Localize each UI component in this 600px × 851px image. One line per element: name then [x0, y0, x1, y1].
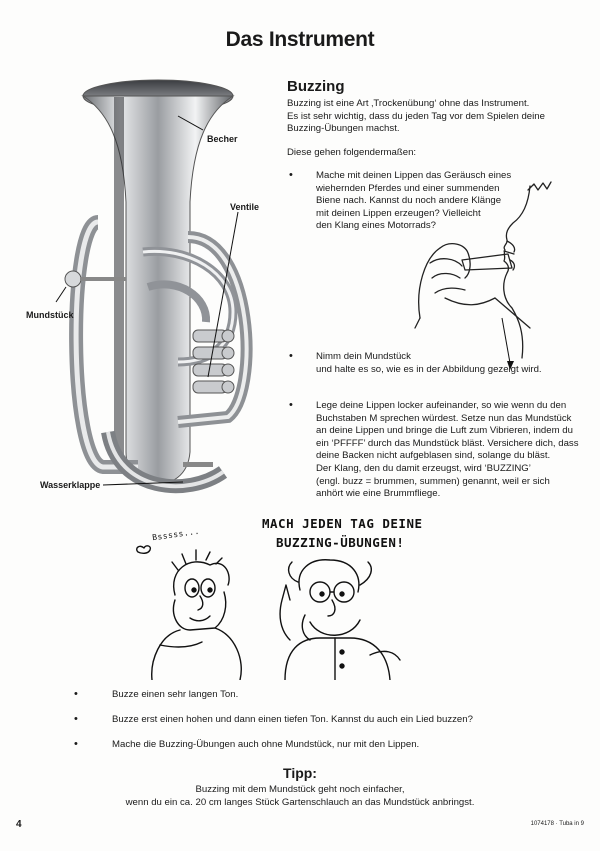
buzz-sound-text: Bsssss...: [151, 526, 201, 543]
cartoon-illustration: [120, 530, 480, 680]
bullet-icon: •: [289, 399, 293, 411]
label-mundstueck: Mundstück: [26, 310, 74, 320]
mouthpiece-hand-illustration: [410, 178, 570, 378]
bullet-icon: •: [289, 350, 293, 362]
page-number: 4: [16, 819, 22, 830]
bullet-icon: •: [74, 713, 78, 725]
label-wasserklappe: Wasserklappe: [40, 480, 101, 490]
steps-intro: Diese gehen folgendermaßen:: [287, 147, 417, 158]
step-3: Lege deine Lippen locker aufeinander, so wie wenn du den Buchstaben M sprechen würdest. Setze nun das Mundstück an deine Lippen und bringe die Luft zum Vibrieren, indem du ein ‘PFFFF’ durch das Mundstück bläst. Versichere dich, dass deine Backen nicht aufgeblasen sind, solange du bläst. Der Klang, den du damit erzeugst, wird ‘BUZZING’ (engl. buzz = brummen, summen) genannt, weil er sich anhört wie eine Brummfliege.: [316, 400, 579, 500]
tip-heading: Tipp:: [283, 765, 317, 781]
exercise-2: Buzze erst einen hohen und dann einen tiefen Ton. Kannst du auch ein Lied buzzen?: [112, 714, 473, 725]
step-2: Nimm dein Mundstück und halte es so, wie es in der Abbildung gezeigt wird.: [316, 351, 542, 375]
section-heading-buzzing: Buzzing: [287, 78, 345, 95]
speech-bubble-line2: BUZZING-ÜBUNGEN!: [276, 535, 405, 550]
label-ventile: Ventile: [230, 202, 260, 212]
speech-bubble-line1: MACH JEDEN TAG DEINE: [262, 516, 423, 531]
tip-text: Buzzing mit dem Mundstück geht noch einfacher, wenn du ein ca. 20 cm langes Stück Gartenschlauch an das Mundstück anbringst.: [125, 784, 475, 808]
page-title: Das Instrument: [225, 28, 375, 51]
exercise-1: Buzze einen sehr langen Ton.: [112, 689, 239, 700]
buzzing-intro: Buzzing ist eine Art ‚Trockenübung‘ ohne das Instrument. Es ist sehr wichtig, dass du jeden Tag vor dem Spielen deine Buzzing-Übungen machst.: [287, 98, 545, 135]
bullet-icon: •: [74, 738, 78, 750]
label-becher: Becher: [207, 134, 238, 144]
catalog-code: 1074178 · Tuba in 9: [530, 821, 584, 827]
bullet-icon: •: [74, 688, 78, 700]
exercise-3: Mache die Buzzing-Übungen auch ohne Mundstück, nur mit den Lippen.: [112, 739, 420, 750]
step-1: Mache mit deinen Lippen das Geräusch eines wiehernden Pferdes und einer summenden Biene nach. Kannst du noch andere Klänge mit deinen Lippen erzeugen? Vielleicht den Klang eines Motorrads?: [316, 170, 512, 232]
tuba-illustration: [28, 72, 278, 512]
bullet-icon: •: [289, 169, 293, 181]
